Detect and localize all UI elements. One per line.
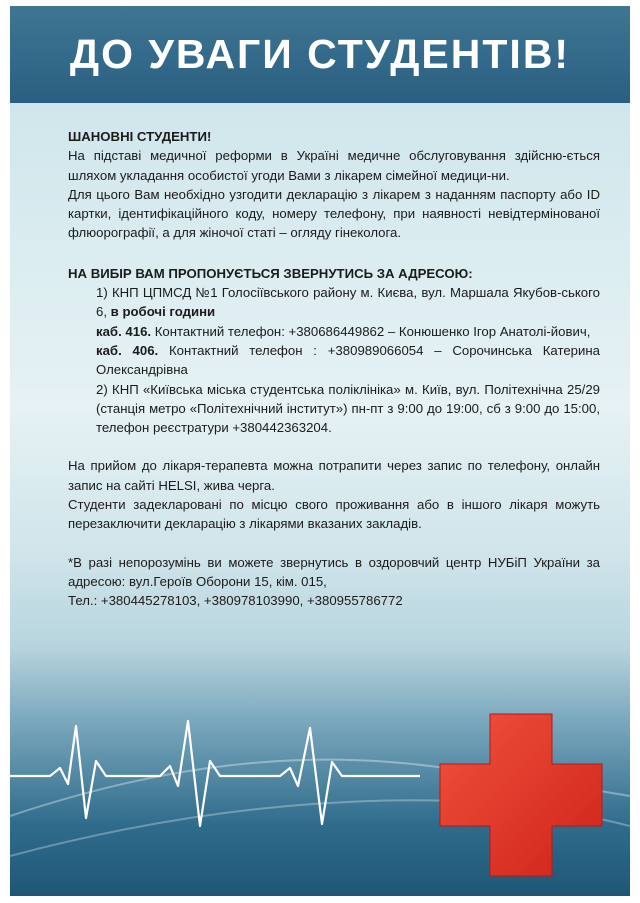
poster: [10, 6, 630, 896]
room-406: [68, 341, 600, 380]
address-item-1-text: 1) КНП ЦПМСД №1 Голосіївського району м. Києва, вул. Маршала Якубов-ського 6,: [96, 285, 600, 320]
medical-cross-icon: [432, 706, 610, 884]
room-416: [68, 322, 600, 341]
poster-content: [68, 127, 600, 611]
footnote: *В разі непорозумінь ви можете звернутись в оздоровчий центр НУБіП України за адресою: вул.Героїв Оборони 15, кім. 015,: [68, 554, 600, 589]
intro-paragraph-2: Для цього Вам необхідно узгодити декларацію з лікарем з наданням паспорту або ID картки, ідентифікаційного коду, номеру телефону, при наявності невідтермінованої флюорографії, а для жіночої статі – огляду гінеколога.: [68, 186, 600, 241]
notes-paragraph-1: На прийом до лікаря-терапевта можна потрапити через запис по телефону, онлайн запис на сайті HELSI, жива черга.: [68, 458, 600, 493]
notes-paragraph-2: Студенти задекларовані по місцю свого проживання або в іншого лікаря можуть перезаключити декларацію з лікарями вказаних закладів.: [68, 497, 600, 532]
room-406-label: каб. 406.: [96, 342, 159, 358]
contact-phones: Тел.: +380445278103, +380978103990, +380955786772: [68, 593, 403, 609]
greeting: ШАНОВНІ СТУДЕНТИ!: [68, 129, 212, 144]
page-title: ДО УВАГИ СТУДЕНТІВ!: [69, 31, 571, 77]
address-item-2: 2) КНП «Київська міська студентська поліклініка» м. Київ, вул. Політехнічна 25/29 (станція метро «Політехнічний інститут») пн-пт з 9:00 до 19:00, сб з 9:00 до 15:00, телефон реєстратури +380442363204.: [96, 381, 600, 436]
header-banner: [10, 6, 630, 103]
room-416-contact: Контактний телефон: +380686449862 – Конюшенко Ігор Анатолі-йович,: [151, 323, 591, 339]
intro-paragraph-1: На підставі медичної реформи в Україні медичне обслуговування здійсню-ється шляхом укладання особистої угоди Вами з лікарем сімейної медици-ни.: [68, 148, 600, 183]
working-hours: в робочі години: [110, 304, 216, 320]
address-item-1: [68, 283, 600, 322]
room-416-label: каб. 416.: [96, 323, 152, 339]
room-406-contact: Контактний телефон : +380989066054 – Сорочинська Катерина Олександрівна: [96, 342, 600, 378]
addresses-heading: НА ВИБІР ВАМ ПРОПОНУЄТЬСЯ ЗВЕРНУТИСЬ ЗА АДРЕСОЮ:: [68, 265, 473, 281]
